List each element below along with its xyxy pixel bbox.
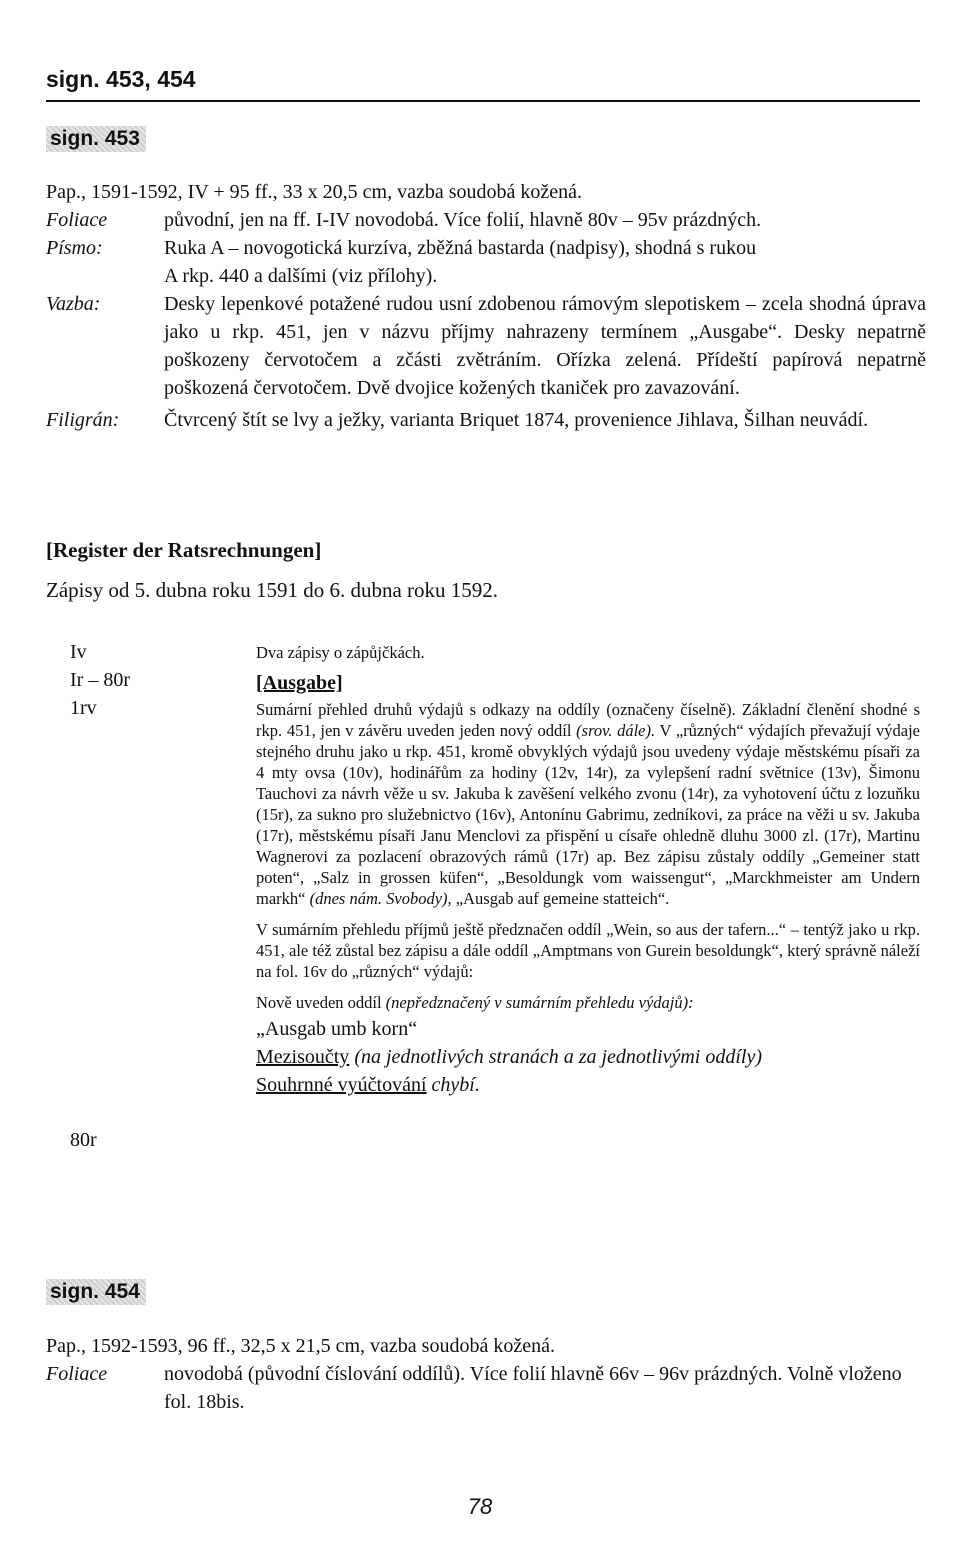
running-head: sign. 453, 454 [46,66,196,92]
vazba-value: Desky lepenkové potažené rudou usní zdobenou rámovým slepotiskem – zcela shodná úprava jako u rkp. 451, jen v názvu příjmy nahrazeny termínem „Ausgabe“. Desky nepatrně poškozeny červotočem a zčásti zvětráním. Ořízka zelená. Přídeští papírová nepatrně poškozená červotočem. Dvě dvojice kožených tkaniček pro zavazování. [164,293,926,399]
souhrnne-line [256,1071,920,1099]
filigran-value: Čtvrcený štít se lvy a ježky, varianta Briquet 1874, provenience Jihlava, Šilhan neuvádí. [164,409,869,431]
summary-text-a: Sumární přehled druhů výdajů s odkazy na oddíly (označeny číselně). Základní členění shodné s rkp. 451, jen v závěru uveden jeden nový oddíl [256,700,920,740]
filigran-row [46,406,926,434]
description: Pap., 1591-1592, IV + 95 ff., 33 x 20,5 cm, vazba soudobá kožená. [46,181,582,203]
income-paragraph: V sumárním přehledu příjmů ještě předznačen oddíl „Wein, so aus der tafern...“ – tentýž jako u rkp. 451, ale též zůstal bez zápisu a dále oddíl „Amptmans von Gurein besoldungk“, který správně náleží na fol. 16v do „různých“ výdajů: [256,920,920,981]
folio-1rv: 1rv [70,697,97,719]
korn-heading: „Ausgab umb korn“ [256,1018,418,1040]
sign-454-metadata [46,1332,926,1416]
mezisoucty-line [256,1043,920,1071]
foliace-value-454: novodobá (původní číslování oddílů). Více folií hlavně 66v – 96v prázdných. Volně vloženo fol. 18bis. [164,1363,902,1413]
entry-iv-text: Dva zápisy o zápůjčkách. [256,643,425,662]
entries-content [256,642,920,1099]
pismo-label: Písmo: [46,237,103,259]
sign-454-label: sign. 454 [46,1279,146,1305]
souhrnne-note: chybí. [426,1074,480,1096]
summary-text-b: V „různých“ výdajích převažují výdaje stejného druhu jako u rkp. 451, kromě obvyklých výdajů jsou uvedeny výdaje městskému písaři za 4 mty ovsa (10v), hodinářům za hodiny (12v, 14r), za vylepšení radní světnice (13v), Šimonu Tauchovi za návrh věže u sv. Jakuba k zavěšení velkého zvonu (14r), za vyhotovení účtu z lozuňku (15r), za sukno pro služebnictvo (16v), Antonínu Gabrimu, zedníkovi, za práce na věži u sv. Jakuba (17r), městskému písaři Janu Menclovi za přispění u císaře ohledně dluhu 3000 zl. (17r), Martinu Wagnerovi za pozlacení obrazových rámů (17r) ap. Bez zápisu zůstaly oddíly „Gemeiner statt poten“, „Salz in grossen küfen“, „Besoldungk vom waissengut“, „Marckhmeister am Undern markh“ [256,721,920,908]
pismo-row [46,234,926,290]
vazba-label: Vazba: [46,293,101,315]
foliace-row [46,206,926,234]
section-title: [Register der Ratsrechnungen] [46,538,322,562]
sign-453-metadata [46,178,926,434]
foliace-row-454 [46,1360,926,1416]
header-rule [46,100,920,102]
pismo-line-2: A rkp. 440 a dalšími (viz přílohy). [164,265,438,287]
filigran-label: Filigrán: [46,409,120,431]
folio-80r: 80r [70,1129,97,1151]
summary-ital-a: (srov. dále). [576,721,656,740]
summary-ital-b: (dnes nám. Svobody), [309,889,452,908]
entries-range: Zápisy od 5. dubna roku 1591 do 6. dubna roku 1592. [46,578,499,602]
new-section-note [256,992,920,1013]
new-section-text: Nově uveden oddíl [256,993,386,1012]
description-454: Pap., 1592-1593, 96 ff., 32,5 x 21,5 cm, vazba soudobá kožená. [46,1335,555,1357]
summary-paragraph [256,699,920,909]
mezisoucty-label: Mezisoučty [256,1046,350,1068]
foliace-label: Foliace [46,209,108,231]
folio-ir-80r: Ir – 80r [70,669,130,691]
foliace-label-454: Foliace [46,1363,108,1385]
new-section-ital: (nepředznačený v sumárním přehledu výdajů): [385,993,694,1012]
pismo-line-1: Ruka A – novogotická kurzíva, zběžná bastarda (nadpisy), shodná s rukou [164,237,757,259]
mezisoucty-note: (na jednotlivých stranách a za jednotlivými oddíly) [349,1046,762,1068]
summary-text-c: „Ausgab auf gemeine statteich“. [451,889,670,908]
pismo-value [164,234,926,290]
page-number: 78 [467,1494,493,1519]
vazba-row [46,290,926,402]
folio-iv: Iv [70,641,87,663]
souhrnne-label: Souhrnné vyúčtování [256,1074,427,1096]
foliace-value: původní, jen na ff. I-IV novodobá. Více folií, hlavně 80v – 95v prázdných. [164,209,762,231]
sign-453-label: sign. 453 [46,126,146,152]
ausgabe-heading: [Ausgabe] [256,672,343,694]
